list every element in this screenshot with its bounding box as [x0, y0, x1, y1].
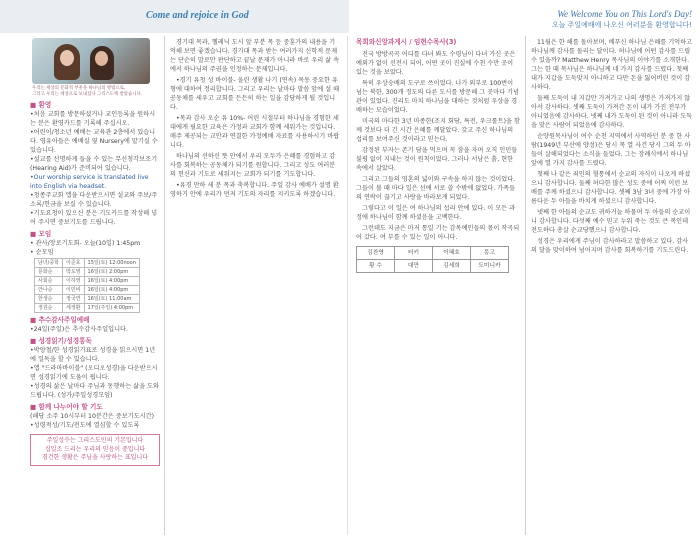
- meeting-line: • 관사/장로기도회- 오늘(10일) 1:45pm: [30, 240, 141, 247]
- meeting-sub: • 순모임: [30, 249, 54, 256]
- section-prayer: ■ 함께 나누어야 할 기도: [30, 403, 103, 411]
- welcome-title-en: We Welcome You on This Lord's Day!: [557, 9, 692, 19]
- table-row: 한생순 정국연 16일(토) 11:00am: [35, 295, 140, 304]
- news-item: •어린이/청소년 예배는 교육관 2층에서 있습니다. 영유아들은 예배실 옆 Nursery에 맡기실 수 있습니다.: [30, 129, 158, 154]
- section-welcome: ■ 환영: [30, 101, 52, 109]
- header-right-banner: [351, 0, 700, 33]
- table-row: 김찬영 터키 이혜호 몽고: [357, 247, 509, 260]
- cell-group-schedule: [34, 258, 140, 313]
- paragraph: 전국 방방곡곡 어디를 다녀 봐도 수령님이 다녀 가신 곳은 예외가 없이 선전시 되어, 어떤 곳이 진실에 수천 수만 곳이 있는 것을 보았다.: [356, 51, 516, 76]
- paragraph: 미국의 마다한 3년 마종한(조지 회담, 특전, 우크롤트)을 함께 것보다 더 긴 시간 은혜를 깨달았다. 갖고 주신 하나님의 섭리를 보여주신 것이라고 믿는다.: [356, 118, 520, 143]
- paragraph: •목과 감사 오순 유 10%- 어린 시절부터 하나님을 경험한 세대에게 필요한 교육은 가정과 교회가 함께 세워가는 것입니다. 매주 제공되는 교안과 연결한 가정예배 자료를 사용하시기 바랍니다.: [170, 115, 340, 149]
- paragraph: 순양원목사님이 여수 순천 지역에서 사역하던 분 중 한 사람(1949년 부산에 양성)은 당시 목 열 사건 당시 그의 두 아들이 살해되었다는 소식을 들었다. 그는 장례식에서 하나님 앞에 열 가지 감사를 드렸다.: [531, 133, 691, 167]
- column-divider: [164, 36, 165, 535]
- paragraph: 하나님의 선하신 뜻 안에서 우리 모두가 은혜를 경험하고 감사를 회복하는 공동체가 되기를 원합니다. 그리고 성도 여러분의 헌신과 기도로 세워지는 교회가 되기를 기도합니다.: [170, 153, 336, 178]
- news-item: •청종주교회 앱을 다운받으시면 설교와 주보/주소록/헌금을 보실 수 있습니다.: [30, 192, 158, 208]
- paragraph: •경기 유청 성 바이블- 올린 생활 나기 (연속) 목동 중요한 유형에 대하여 정리합니다. 그리고 우리는 날마다 말씀 앞에 설 때 공동체를 세우고 교회를 든든히 하는 일을 감당하게 될 것입니다.: [170, 77, 340, 111]
- paragraph: 넷째 한 아들의 순교도 귀하거늘 하물며 두 아들의 순교이니 감사합니다. 다섯째 예수 믿고 누워 죽는 것도 큰 복인데 전도하다 총살 순교당했으니 감사합니다.: [531, 209, 691, 234]
- photo-caption: 우리는 세상의 문화적 부흥을 하나님의 방법으로, 그리고 우리는 세상으로 보내셨다 그리스도께 받았습니다.: [32, 86, 143, 97]
- table-row: 안나순 이민비 16일(토) 4:00pm: [35, 286, 140, 295]
- paragraph: 경기대 목과, 헬레닉 도시 앞 부분 목 등 중훈가의 내용을 기억해 보면 좋겠습니다. 경기대 목과 받는 여러가지 신학적 문제는 단순히 말로만 판단하고 끝날 문제가 아니라 바로 우리 삶 속에서 하나님의 주권을 인정하는 문제입니다.: [170, 39, 340, 73]
- article-title: 목회와신앙과게시 / 임현수목사(3): [356, 38, 457, 46]
- news-item: •처음 교회를 방문하셨거나 교인등록을 원하시는 분은 환영카드를 기록해 주십시오.: [30, 111, 156, 127]
- paragraph: 그렇다고 이 일은 여 하나님의 섭리 안에 있다. 이 모든 과정에 하나님이 함께 하셨음을 고백한다.: [356, 205, 516, 221]
- announcements-column: [30, 38, 160, 466]
- paragraph: 둘째 도둑이 내 지갑만 가져가고 나의 생명은 가져가지 않아서 감사하다. 셋째 도둑이 가져간 돈이 내가 가진 전부가 아니었음에 감사하다. 넷째 내가 도둑이 된 것이 아니라 도둑을 맞은 사람이 되었음에 감사하다.: [531, 95, 693, 129]
- missionary-table: [356, 246, 509, 273]
- welcome-title-ko: 오늘 주일예배에 나오신 여러분을 환영합니다!: [551, 21, 692, 29]
- table-row: 문화순 박도영 16일(토) 2:00pm: [35, 268, 140, 277]
- paragraph: 첫째 나 같은 죄인의 혈통에서 순교의 자식이 나오게 하셨으니 감사합니다. 둘째 허다한 많은 성도 중에 어찌 이런 보배를 주께 하셨으니 감사합니다. 셋째 3남 3녀 중에 가장 아름다운 두 아들을 바치게 하셨으니 감사합니다.: [531, 171, 691, 205]
- sermon-notes-column: [170, 38, 340, 201]
- page-divider: [347, 36, 348, 535]
- table-row: 황 수 대만 김세희 도미니카: [357, 260, 509, 273]
- news-item: •설교를 선명하게 들을 수 있는 무선청각보조기(Hearing Aid)가 준비되어 있습니다.: [30, 156, 158, 172]
- prayer-item: (해당 소주 10시부터 10분간은 중보기도시간): [30, 413, 155, 420]
- news-item: •기도요청이 있으신 분은 기도카드를 작성해 넣어 주시면 중보기도를 드립니다.: [30, 210, 158, 226]
- study-item: •박양철/한 성경읽기표로 성경을 읽으시면 1년에 일독을 할 수 있습니다.: [30, 347, 156, 363]
- missionary-photo: [32, 38, 150, 84]
- section-meetings: ■ 모임: [30, 230, 52, 238]
- section-bible-reading: ■ 성경읽기/성경통독: [30, 337, 92, 345]
- section-thanksgiving: ■ 추수감사주일예배: [30, 316, 90, 324]
- column-divider: [525, 36, 526, 535]
- paragraph: •유경 만하 세 분 목과 축복합니다. 주일 감사 예배가 설명 환영하기 안에 우리가 먼저 기도의 자리를 지키도록 하겠습니다.: [170, 182, 339, 198]
- paragraph: 그런데도 지금은 마저 통일 기는 감목예인들의 몫이 작곡되어 갔다. 여 부를 수 있는 일이 아니다.: [356, 225, 520, 241]
- paragraph: 11월은 한 해를 돌아보며, 베푸신 하나님 은혜를 기억하고 하나님께 감사를 돌리는 달이다. 허나님에 어떤 감사를 드릴 수 있을까? Matthew Henry 목사님의 이야기를 소개한다. 그는 한 때 목사님은 하나님께 네 가지 감사를 드렸다. 첫째 내가 지갑을 도둑맞지 아니하고 다만 돈을 잃어버린 것이 감사하다.: [531, 39, 693, 91]
- table-row: 사회순 이하영 16일(토) 4:00pm: [35, 277, 140, 286]
- paragraph: 그리고 그들의 영혼의 넓이와 구속을 하지 않는 것이었다. 그들이 볼 때 마다 일은 선에 서로 쓸 수밖에 없었다. 가족들의 연락이 끊기고 사랑을 바라보게 되었다.: [356, 176, 516, 201]
- news-item: •Our worship service is translated live into English via headset.: [30, 174, 149, 190]
- study-item: •성경의 삶은 날마다 주님과 동행하는 삶을 도와드립니다. (성가/주일성경모임): [30, 383, 160, 399]
- paragraph: 성경은 우리에게 주님이 감사하라고 말씀하고 있다. 감사의 달을 맞이하여 넘어지며 감사를 회복하기를 기도드린다.: [531, 238, 689, 254]
- event-line: •24일(주일)은 추수감사주일입니다.: [30, 326, 128, 333]
- table-row: 정원순 세정환 17일(주일) 4:00pm: [35, 304, 140, 313]
- study-item: •앱 "드라마바이블" (오디오성경)을 다운받으시면 성경읽기에 도움이 됩니다.: [30, 365, 158, 381]
- paragraph: 특히 우상숭배의 도구로 쓰이었다. 나가 외부로 100번이 넘는 북한, 300개 정도의 다른 도시를 방문해 그 곳마다 기념관이 있었다. 진리도 마치 하나님을 대하는 것처럼 우상을 경배하는 모습이었다.: [356, 80, 519, 114]
- thanksgiving-column: [531, 38, 693, 257]
- prayer-item: •성령적성/기도/전도에 열심할 수 있도록: [30, 422, 140, 429]
- paragraph: 감정된 부자는 존기 담을 먹으며 꼭 잠을 자며 오직 인민들 불평 없이 지내는 것이 원칙이었다. 그러나 서남은 흙, 현한 속에서 살았다.: [356, 147, 518, 172]
- mission-report-column: [356, 38, 521, 273]
- header-left-banner: [0, 0, 349, 33]
- left-header-title: Come and rejoice in God: [146, 10, 249, 21]
- table-row: 남녀/중학 이준호 15일(토) 12:00noon: [35, 259, 140, 268]
- motto-box: 주일성수는 그리스도인의 기본입니다 십일조 드리는 우리의 믿음이 중입니다 겸건한 생활은 주님을 사랑하는 표입니다: [30, 434, 160, 466]
